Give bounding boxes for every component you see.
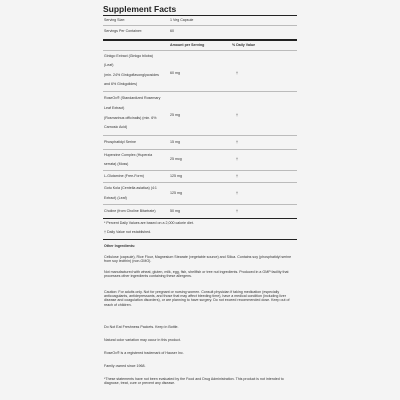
ingredient-name-line: (min. 24% Ginkgoflavonglycosides <box>104 73 159 77</box>
divider <box>103 239 297 240</box>
freshness-note: Do Not Eat Freshness Packets. Keep in Bottle. <box>104 325 179 329</box>
trademark-note: RoseOx® is a registered trademark of Hauser Inc. <box>104 351 184 355</box>
ingredient-name-line: (Rosmarinus officinalis) (min. 6% <box>104 116 157 120</box>
heavy-rule <box>103 39 297 41</box>
serving-size-label: Serving Size: <box>104 18 126 22</box>
ingredient-amount: 125 mg <box>170 191 182 195</box>
divider <box>103 204 297 205</box>
other-ingredients-text: Cellulose (capsule), Rice Flour, Magnesium Stearate (vegetable source) and Silica. Contains soy (phosphatidyl serine from soy lecithin) (non-GMO). <box>104 255 292 264</box>
ingredient-name-line: Choline (from Choline Bitartrate) <box>104 209 156 213</box>
panel-title: Supplement Facts <box>103 4 177 14</box>
divider <box>103 50 297 51</box>
column-amount-header: Amount per Serving <box>170 43 205 47</box>
color-variation-note: Natural color variation may occur in this product. <box>104 338 181 342</box>
ingredient-name-line: L-Glutamine (Free-Form) <box>104 174 144 178</box>
ingredient-name-line: (Leaf) <box>104 63 114 67</box>
servings-value: 60 <box>170 29 174 33</box>
ingredient-amount: 125 mg <box>170 174 182 178</box>
other-ingredients-label: Other Ingredients: <box>104 244 136 248</box>
divider <box>103 91 297 92</box>
divider <box>103 218 297 219</box>
divider <box>103 170 297 171</box>
ingredient-name-line: serrata) (Moss) <box>104 162 129 166</box>
ingredient-amount: 25 mg <box>170 113 180 117</box>
ingredient-name-line: Leaf Extract) <box>104 106 125 110</box>
ingredient-amount: 25 mcg <box>170 157 182 161</box>
ingredient-name-line: Ginkgo Extract (Ginkgo biloba) <box>104 54 153 58</box>
allergen-statement: Not manufactured with wheat, gluten, milk, egg, fish, shellfish or tree nut ingredients. Produced in a GMP facility that processes other ingredients containing these allergens. <box>104 270 289 279</box>
footnote-daily-values: * Percent Daily Values are based on a 2,000 calorie diet. <box>104 221 194 225</box>
ingredient-dv: † <box>236 157 238 161</box>
divider <box>103 149 297 150</box>
supplement-facts-panel <box>100 0 300 400</box>
ingredient-name-line: Extract) (Leaf) <box>104 196 127 200</box>
ingredient-dv: † <box>236 140 238 144</box>
ingredient-dv: † <box>236 209 238 213</box>
ingredient-name-line: and 6% Ginkgolides) <box>104 82 138 86</box>
footnote-dagger: † Daily Value not established. <box>104 230 152 234</box>
ingredient-amount: 60 mg <box>170 71 180 75</box>
caution-statement: Caution: For adults only. Not for pregnant or nursing women. Consult physician if taking medication (especially anticoagulants, antidepressants, and those that may affect bleeding time), have a medical condition (including liver disease and coagulation disorders), or are planning to have surgery. Do not exceed recommended dose. Keep out of reach of children. <box>104 290 290 307</box>
divider <box>103 25 297 26</box>
ingredient-name-line: Gotu Kola (Centella asiatica) (4:1 <box>104 186 157 190</box>
ingredient-name-line: Huperzine Complex (Huperzia <box>104 153 153 157</box>
family-owned-note: Family owned since 1968. <box>104 364 146 368</box>
servings-label: Servings Per Container: <box>104 29 143 33</box>
ingredient-dv: † <box>236 174 238 178</box>
divider <box>103 135 297 136</box>
title-rule <box>103 15 297 16</box>
ingredient-name-line: RoseOx® (Standardized Rosemary <box>104 96 161 100</box>
ingredient-dv: † <box>236 71 238 75</box>
column-dv-header: % Daily Value <box>232 43 256 47</box>
fda-disclaimer: *These statements have not been evaluated by the Food and Drug Administration. This product is not intended to diagnose, treat, cure or prevent any disease. <box>104 377 284 386</box>
ingredient-amount: 50 mg <box>170 209 180 213</box>
ingredient-dv: † <box>236 113 238 117</box>
ingredient-dv: † <box>236 191 238 195</box>
ingredient-name-line: Carnosic Acid) <box>104 125 128 129</box>
ingredient-amount: 15 mg <box>170 140 180 144</box>
ingredient-name-line: Phosphatidyl Serine <box>104 140 136 144</box>
serving-size-value: 1 Veg Capsule <box>170 18 194 22</box>
divider <box>103 182 297 183</box>
